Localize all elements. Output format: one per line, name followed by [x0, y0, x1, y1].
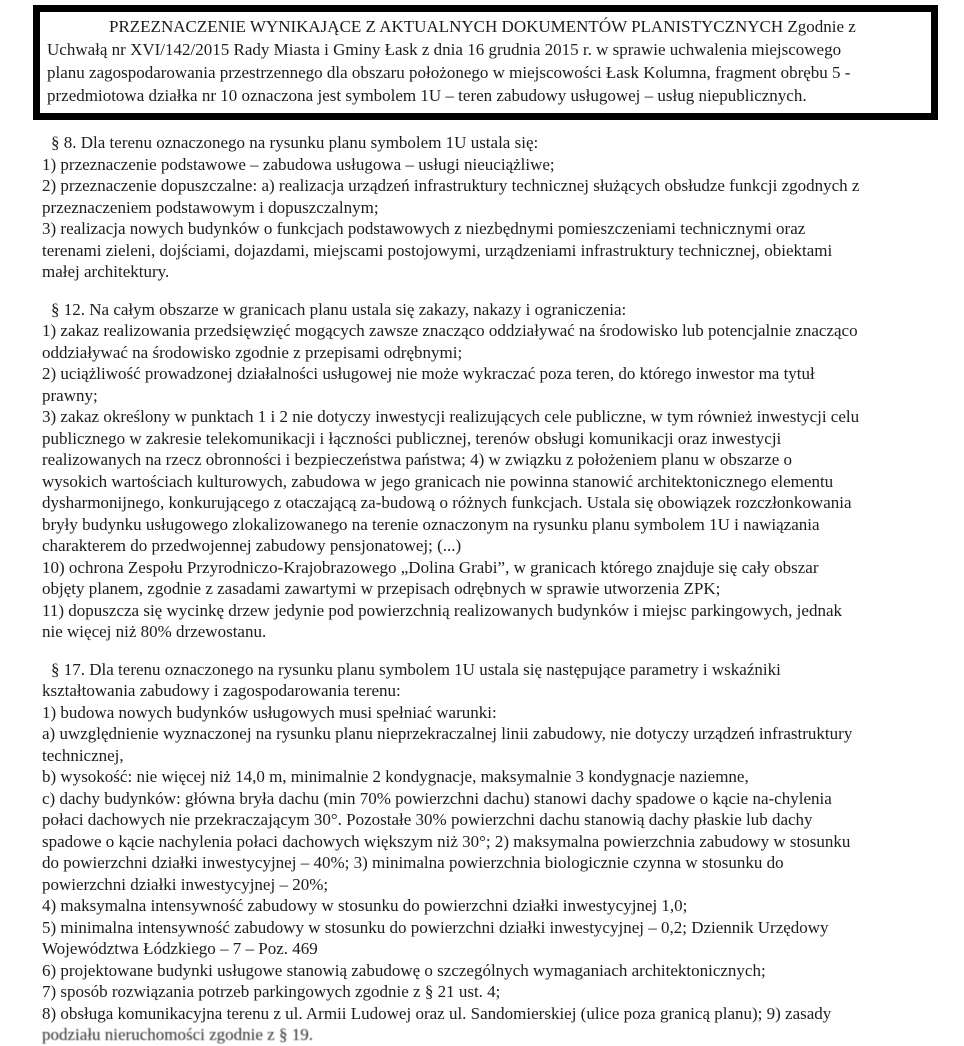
- text-line: charakterem do przedwojennej zabudowy pensjonatowej; (...): [42, 536, 462, 555]
- text-line: PRZEZNACZENIE WYNIKAJĄCE Z AKTUALNYCH DOKUMENTÓW PLANISTYCZNYCH Zgodnie z: [109, 17, 856, 36]
- text-line: c) dachy budynków: główna bryła dachu (min 70% powierzchni dachu) stanowi dachy spadowe o kącie na-chylenia: [42, 788, 832, 808]
- text-line: terenami zieleni, dojściami, dojazdami, miejscami postojowymi, urządzeniami infrastruktury technicznej, obiektami: [42, 240, 833, 260]
- text-line: 8) obsługa komunikacyjna terenu z ul. Armii Ludowej oraz ul. Sandomierskiej (ulice poza granicą planu); 9) zasady: [42, 1003, 832, 1023]
- text-line: przeznaczeniem podstawowym i dopuszczalnym;: [42, 197, 379, 217]
- text-line: 1) zakaz realizowania przedsięwzięć mogących zawsze znacząco oddziaływać na środowisko lub potencjalnie znacząco: [42, 321, 858, 340]
- section-par-8: [42, 132, 926, 283]
- text-line: przedmiotowa działka nr 10 oznaczona jest symbolem 1U – teren zabudowy usługowej – usług niepublicznych.: [47, 86, 807, 105]
- document-page: [0, 5, 964, 1044]
- text-line: realizowanych na rzecz obronności i bezpieczeństwa państwa; 4) w związku z położeniem planu w obszarze o: [42, 450, 793, 469]
- text-line: wysokich wartościach kulturowych, zabudowa w jego granicach nie powinna stanowić architektonicznego elementu: [42, 471, 834, 491]
- text-line: 6) projektowane budynki usługowe stanowią zabudowę o szczególnych wymaganiach architektonicznych;: [42, 960, 766, 980]
- text-line: publicznego w zakresie telekomunikacji i łączności publicznej, terenów obsługi komunikacji oraz inwestycji: [42, 428, 782, 448]
- text-line: prawny;: [42, 385, 98, 405]
- text-line: spadowe o kącie nachylenia połaci dachowych większym niż 30°; 2) maksymalna powierzchnia zabudowy w stosunku: [42, 831, 851, 851]
- section-par-12: [42, 299, 926, 643]
- text-line: 7) sposób rozwiązania potrzeb parkingowych zgodnie z § 21 ust. 4;: [42, 982, 501, 1001]
- text-line: 2) przeznaczenie dopuszczalne: a) realizacja urządzeń infrastruktury technicznej służących obsłudze funkcji zgodnych z: [42, 176, 860, 195]
- text-line: technicznej,: [42, 745, 124, 765]
- text-line: kształtowania zabudowy i zagospodarowania terenu:: [42, 681, 401, 700]
- text-line: 2) uciążliwość prowadzonej działalności usługowej nie może wykraczać poza teren, do którego inwestor ma tytuł: [42, 364, 815, 383]
- text-line: planu zagospodarowania przestrzennego dla obszaru położonego w miejscowości Łask Kolumna, fragment obrębu 5 -: [47, 63, 851, 82]
- text-line: 3) zakaz określony w punktach 1 i 2 nie dotyczy inwestycji realizujących cele publiczne, w tym również inwestycji celu: [42, 407, 860, 426]
- text-line: powierzchni działki inwestycyjnej – 20%;: [42, 874, 329, 894]
- planning-header-box: [33, 5, 938, 120]
- text-line: małej architektury.: [42, 262, 170, 281]
- document-body: [0, 120, 964, 1046]
- text-line: § 8. Dla terenu oznaczonego na rysunku planu symbolem 1U ustala się:: [51, 133, 539, 152]
- text-line: Uchwałą nr XVI/142/2015 Rady Miasta i Gminy Łask z dnia 16 grudnia 2015 r. w sprawie uchwalenia miejscowego: [47, 40, 842, 59]
- text-line: 1) budowa nowych budynków usługowych musi spełniać warunki:: [42, 702, 497, 722]
- text-line: 5) minimalna intensywność zabudowy w stosunku do powierzchni działki inwestycyjnej – 0,2; Dziennik Urzędowy: [42, 917, 829, 937]
- text-line: § 12. Na całym obszarze w granicach planu ustala się zakazy, nakazy i ograniczenia:: [51, 299, 627, 319]
- text-line: 10) ochrona Zespołu Przyrodniczo-Krajobrazowego „Dolina Grabi”, w granicach którego znajduje się cały obszar: [42, 557, 819, 577]
- text-line: nie więcej niż 80% drzewostanu.: [42, 622, 267, 641]
- text-line: b) wysokość: nie więcej niż 14,0 m, minimalnie 2 kondygnacje, maksymalnie 3 kondygnacje naziemne,: [42, 767, 749, 786]
- text-line: 4) maksymalna intensywność zabudowy w stosunku do powierzchni działki inwestycyjnej 1,0;: [42, 896, 688, 915]
- text-line: połaci dachowych nie przekraczającym 30°. Pozostałe 30% powierzchni dachu stanowią dachy płaskie lub dachy: [42, 810, 813, 829]
- text-line: oddziaływać na środowisko zgodnie z przepisami odrębnymi;: [42, 342, 463, 362]
- text-line: 1) przeznaczenie podstawowe – zabudowa usługowa – usługi nieuciążliwe;: [42, 154, 555, 174]
- text-line: 3) realizacja nowych budynków o funkcjach podstawowych z niezbędnymi pomieszczeniami technicznymi oraz: [42, 219, 806, 238]
- text-line: bryły budynku usługowego zlokalizowanego na terenie oznaczonym na rysunku planu symbolem 1U i nawiązania: [42, 514, 820, 534]
- section-par-17: [42, 659, 926, 1046]
- text-line: do powierzchni działki inwestycyjnej – 40%; 3) minimalna powierzchnia biologicznie czynna w stosunku do: [42, 853, 784, 872]
- text-line: 11) dopuszcza się wycinkę drzew jedynie pod powierzchnią realizowanych budynków i miejsc parkingowych, jednak: [42, 600, 842, 620]
- text-line: a) uwzględnienie wyznaczonej na rysunku planu nieprzekraczalnej linii zabudowy, nie dotyczy urządzeń infrastruktury: [42, 724, 853, 743]
- text-line: Województwa Łódzkiego – 7 – Poz. 469: [42, 939, 318, 958]
- text-line: objęty planem, zgodnie z zasadami zawartymi w przepisach odrębnych w sprawie utworzenia ZPK;: [42, 579, 721, 598]
- text-line: § 17. Dla terenu oznaczonego na rysunku planu symbolem 1U ustala się następujące parametry i wskaźniki: [51, 659, 781, 679]
- text-line: podziału nieruchomości zgodnie z § 19.: [42, 1025, 313, 1044]
- text-line: dysharmonijnego, konkurującego z otaczającą za-budową o różnych funkcjach. Ustala się obowiązek rozczłonkowania: [42, 493, 852, 512]
